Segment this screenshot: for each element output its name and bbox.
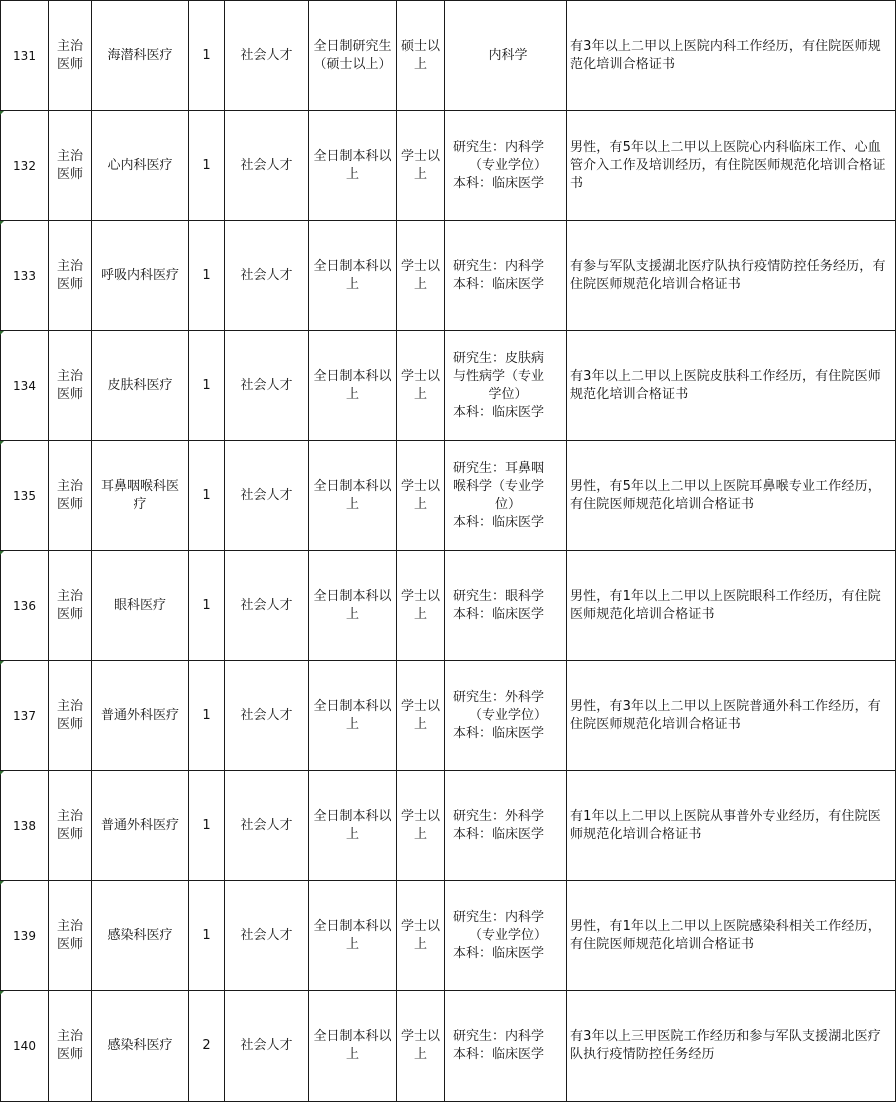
table-row — [1, 991, 896, 1102]
talent-source-cell: 社会人才 — [225, 551, 309, 661]
position-title-cell: 主治医师 — [49, 991, 92, 1102]
other-requirements-cell: 男性，有1年以上二甲以上医院感染科相关工作经历，有住院医师规范化培训合格证书 — [567, 881, 896, 991]
major-requirement-cell — [445, 771, 567, 881]
department-cell: 感染科医疗 — [92, 881, 189, 991]
other-requirements-cell: 男性，有5年以上二甲以上医院心内科临床工作、心血管介入工作及培训经历，有住院医师规范化培训合格证书 — [567, 111, 896, 221]
major-line: 位） — [494, 496, 521, 512]
major-line: 与性病学（专业 — [453, 368, 545, 384]
row-number-cell: 132 — [1, 111, 49, 221]
row-number-cell: 136 — [1, 551, 49, 661]
education-requirement-cell: 全日制研究生（硕士以上） — [309, 1, 397, 111]
table-row — [1, 771, 896, 881]
other-requirements-cell: 有3年以上三甲医院工作经历和参与军队支援湖北医疗队执行疫情防控任务经历 — [567, 991, 896, 1102]
talent-source-cell: 社会人才 — [225, 991, 309, 1102]
headcount-cell: 1 — [189, 771, 225, 881]
education-requirement-cell: 全日制本科以上 — [309, 991, 397, 1102]
major-line: 研究生：眼科学 — [453, 588, 545, 604]
table-row — [1, 331, 896, 441]
major-line: 本科：临床医学 — [453, 945, 545, 961]
row-corner-marker — [0, 441, 4, 445]
position-title-cell: 主治医师 — [49, 111, 92, 221]
row-corner-marker — [0, 221, 4, 225]
other-requirements-cell: 有3年以上二甲以上医院皮肤科工作经历，有住院医师规范化培训合格证书 — [567, 331, 896, 441]
talent-source-cell: 社会人才 — [225, 881, 309, 991]
other-requirements-cell: 男性，有1年以上二甲以上医院眼科工作经历，有住院医师规范化培训合格证书 — [567, 551, 896, 661]
degree-requirement-cell: 学士以上 — [397, 881, 445, 991]
table-row — [1, 441, 896, 551]
headcount-cell: 1 — [189, 661, 225, 771]
row-number-cell: 137 — [1, 661, 49, 771]
major-line: 内科学 — [488, 47, 528, 63]
education-requirement-cell: 全日制本科以上 — [309, 771, 397, 881]
table-row — [1, 881, 896, 991]
degree-requirement-cell: 硕士以上 — [397, 1, 445, 111]
major-line: 研究生：耳鼻咽 — [453, 460, 545, 476]
education-requirement-cell: 全日制本科以上 — [309, 881, 397, 991]
headcount-cell: 1 — [189, 551, 225, 661]
row-corner-marker — [0, 771, 4, 775]
talent-source-cell: 社会人才 — [225, 331, 309, 441]
education-requirement-cell: 全日制本科以上 — [309, 331, 397, 441]
major-line: 研究生：外科学 — [453, 808, 545, 824]
department-cell: 呼吸内科医疗 — [92, 221, 189, 331]
headcount-cell: 1 — [189, 221, 225, 331]
talent-source-cell: 社会人才 — [225, 221, 309, 331]
department-cell: 眼科医疗 — [92, 551, 189, 661]
talent-source-cell: 社会人才 — [225, 111, 309, 221]
education-requirement-cell: 全日制本科以上 — [309, 441, 397, 551]
major-requirement-cell — [445, 881, 567, 991]
row-corner-marker — [0, 661, 4, 665]
major-line: 研究生：内科学 — [453, 139, 545, 155]
position-title-cell: 主治医师 — [49, 221, 92, 331]
degree-requirement-cell: 学士以上 — [397, 221, 445, 331]
row-number-cell: 140 — [1, 991, 49, 1102]
other-requirements-cell: 男性，有5年以上二甲以上医院耳鼻喉专业工作经历，有住院医师规范化培训合格证书 — [567, 441, 896, 551]
department-cell: 感染科医疗 — [92, 991, 189, 1102]
major-line: 研究生：内科学 — [453, 258, 545, 274]
table-row — [1, 661, 896, 771]
major-requirement-cell — [445, 991, 567, 1102]
other-requirements-cell: 男性，有3年以上二甲以上医院普通外科工作经历，有住院医师规范化培训合格证书 — [567, 661, 896, 771]
headcount-cell: 1 — [189, 331, 225, 441]
major-line: 本科：临床医学 — [453, 826, 545, 842]
row-corner-marker — [0, 551, 4, 555]
headcount-cell: 1 — [189, 441, 225, 551]
major-line: 本科：临床医学 — [453, 276, 545, 292]
major-line: （专业学位） — [468, 157, 547, 173]
major-line: （专业学位） — [468, 927, 547, 943]
row-number-cell: 133 — [1, 221, 49, 331]
position-title-cell: 主治医师 — [49, 881, 92, 991]
position-title-cell: 主治医师 — [49, 661, 92, 771]
department-cell: 普通外科医疗 — [92, 661, 189, 771]
major-line: 本科：临床医学 — [453, 404, 545, 420]
major-requirement-cell — [445, 111, 567, 221]
headcount-cell: 1 — [189, 881, 225, 991]
degree-requirement-cell: 学士以上 — [397, 661, 445, 771]
row-corner-marker — [0, 881, 4, 885]
degree-requirement-cell: 学士以上 — [397, 331, 445, 441]
other-requirements-cell: 有1年以上二甲以上医院从事普外专业经历，有住院医师规范化培训合格证书 — [567, 771, 896, 881]
table-row — [1, 551, 896, 661]
degree-requirement-cell: 学士以上 — [397, 111, 445, 221]
education-requirement-cell: 全日制本科以上 — [309, 661, 397, 771]
row-number-cell: 138 — [1, 771, 49, 881]
table-row — [1, 221, 896, 331]
headcount-cell: 1 — [189, 1, 225, 111]
major-line: 研究生：外科学 — [453, 689, 545, 705]
row-corner-marker — [0, 331, 4, 335]
department-cell: 心内科医疗 — [92, 111, 189, 221]
department-cell: 耳鼻咽喉科医疗 — [92, 441, 189, 551]
education-requirement-cell: 全日制本科以上 — [309, 221, 397, 331]
table-row — [1, 111, 896, 221]
major-line: 本科：临床医学 — [453, 514, 545, 530]
position-title-cell: 主治医师 — [49, 771, 92, 881]
degree-requirement-cell: 学士以上 — [397, 991, 445, 1102]
headcount-cell: 1 — [189, 111, 225, 221]
row-number-cell: 134 — [1, 331, 49, 441]
department-cell: 海潜科医疗 — [92, 1, 189, 111]
position-title-cell: 主治医师 — [49, 331, 92, 441]
degree-requirement-cell: 学士以上 — [397, 551, 445, 661]
position-title-cell: 主治医师 — [49, 441, 92, 551]
table-row — [1, 1, 896, 111]
department-cell: 普通外科医疗 — [92, 771, 189, 881]
degree-requirement-cell: 学士以上 — [397, 771, 445, 881]
row-number-cell: 135 — [1, 441, 49, 551]
position-title-cell: 主治医师 — [49, 551, 92, 661]
major-requirement-cell — [445, 221, 567, 331]
department-cell: 皮肤科医疗 — [92, 331, 189, 441]
talent-source-cell: 社会人才 — [225, 661, 309, 771]
major-requirement-cell — [445, 441, 567, 551]
degree-requirement-cell: 学士以上 — [397, 441, 445, 551]
other-requirements-cell: 有参与军队支援湖北医疗队执行疫情防控任务经历，有住院医师规范化培训合格证书 — [567, 221, 896, 331]
table-body — [1, 1, 896, 1102]
education-requirement-cell: 全日制本科以上 — [309, 111, 397, 221]
major-line: 研究生：内科学 — [453, 1029, 545, 1044]
education-requirement-cell: 全日制本科以上 — [309, 551, 397, 661]
major-line: 本科：临床医学 — [453, 725, 545, 741]
major-line: （专业学位） — [468, 707, 547, 723]
major-line: 本科：临床医学 — [453, 1047, 545, 1062]
talent-source-cell: 社会人才 — [225, 441, 309, 551]
row-number-cell: 131 — [1, 1, 49, 111]
talent-source-cell: 社会人才 — [225, 771, 309, 881]
major-line: 研究生：内科学 — [453, 909, 545, 925]
row-corner-marker — [0, 991, 4, 995]
major-line: 学位） — [488, 386, 528, 402]
major-line: 研究生：皮肤病 — [453, 350, 545, 366]
talent-source-cell: 社会人才 — [225, 1, 309, 111]
position-title-cell: 主治医师 — [49, 1, 92, 111]
headcount-cell: 2 — [189, 991, 225, 1102]
major-line: 本科：临床医学 — [453, 175, 545, 191]
major-requirement-cell — [445, 661, 567, 771]
major-line: 本科：临床医学 — [453, 606, 545, 622]
major-requirement-cell — [445, 551, 567, 661]
major-line: 喉科学（专业学 — [453, 478, 545, 494]
other-requirements-cell: 有3年以上二甲以上医院内科工作经历，有住院医师规范化培训合格证书 — [567, 1, 896, 111]
major-requirement-cell — [445, 1, 567, 111]
row-number-cell: 139 — [1, 881, 49, 991]
row-corner-marker — [0, 111, 4, 115]
major-requirement-cell — [445, 331, 567, 441]
